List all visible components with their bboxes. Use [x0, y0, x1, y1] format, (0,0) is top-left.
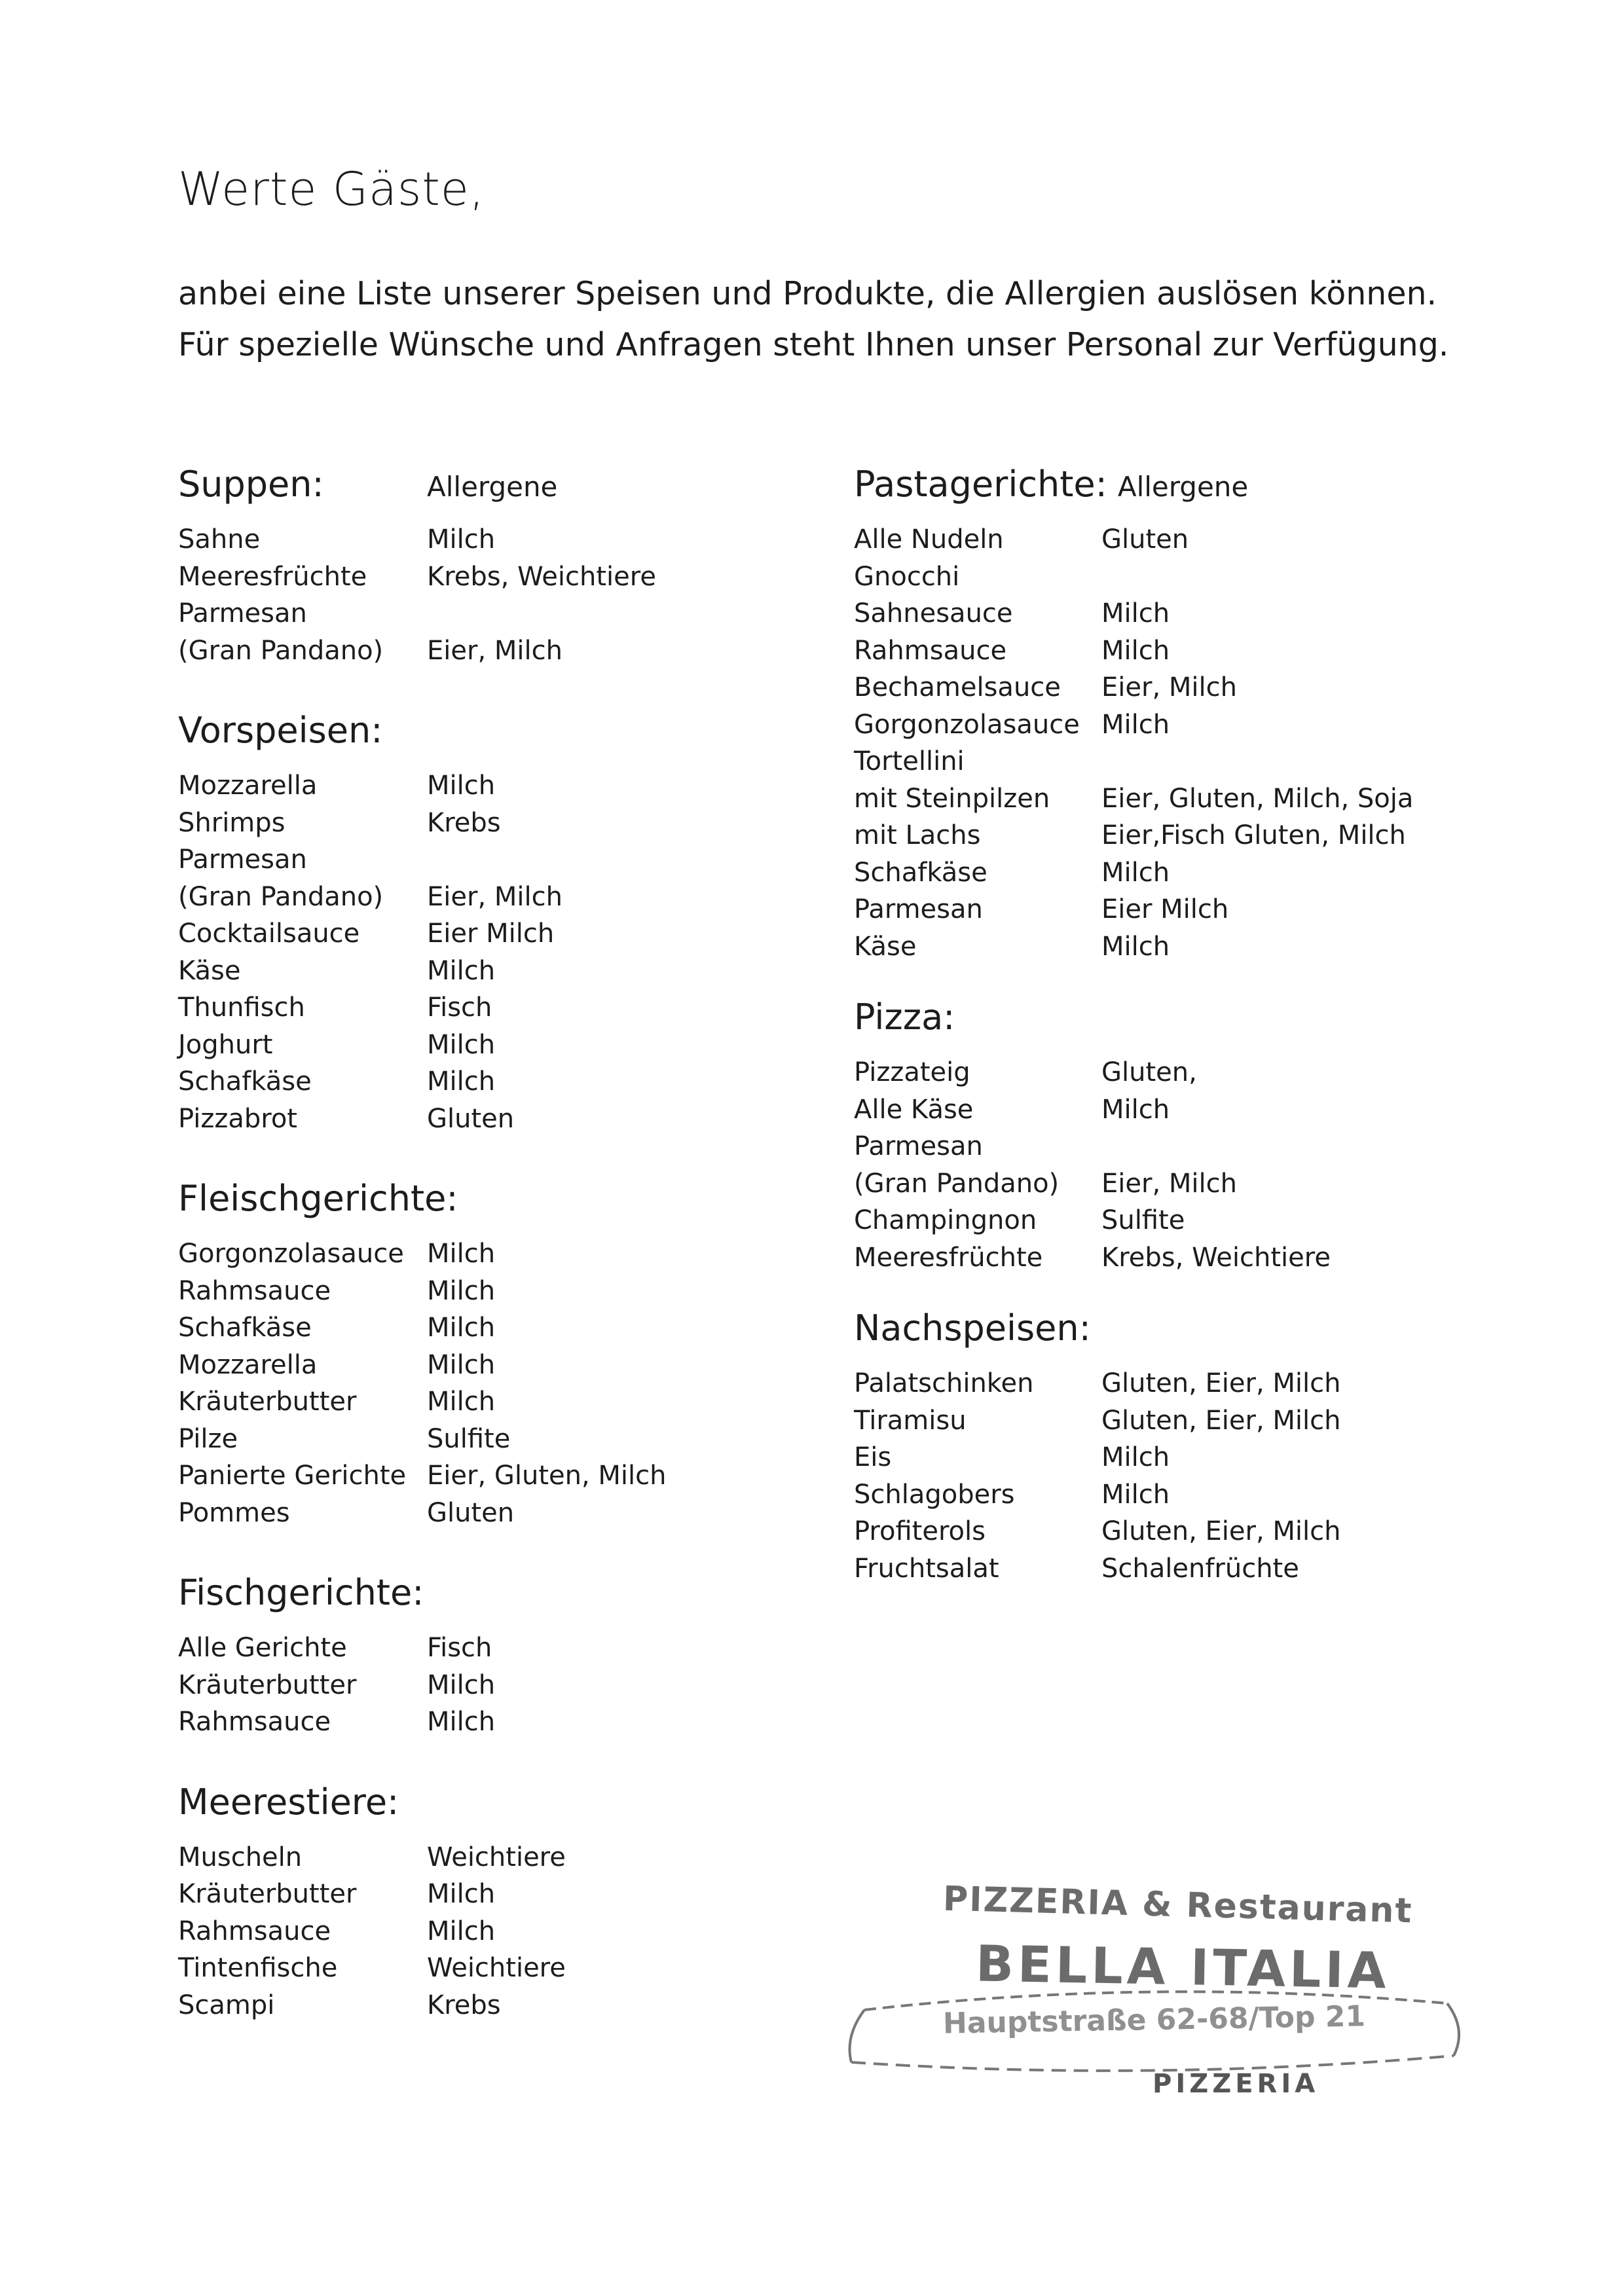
allergen-list: Krebs [427, 807, 501, 838]
allergen-list: Eier, Milch [427, 635, 563, 666]
menu-item-row [178, 1950, 833, 1987]
dish-name: Sahne [178, 524, 261, 555]
menu-section [178, 1173, 833, 1531]
dish-name: mit Steinpilzen [854, 783, 1050, 814]
menu-item-row [854, 1239, 1541, 1277]
menu-item-row [178, 1235, 833, 1273]
allergen-list: Sulfite [1101, 1205, 1185, 1236]
menu-item-row [178, 989, 833, 1027]
menu-item-row [178, 1273, 833, 1310]
allergen-list: Gluten, Eier, Milch [1101, 1516, 1341, 1547]
section-spacer [178, 669, 833, 704]
allergen-list: Milch [1101, 857, 1170, 888]
menu-item-row [178, 805, 833, 842]
menu-section [854, 991, 1541, 1276]
allergen-list: Gluten, Eier, Milch [1101, 1405, 1341, 1436]
section-header [178, 1776, 833, 1839]
section-header [854, 991, 1541, 1054]
menu-item-row [178, 1101, 833, 1138]
dish-name: Tortellini [854, 746, 965, 777]
menu-item-row [854, 706, 1541, 744]
allergen-list: Milch [1101, 1479, 1170, 1510]
dish-name: Schafkäse [178, 1066, 312, 1097]
menu-section [178, 704, 833, 1137]
stamp-line-2: BELLA ITALIA [975, 1934, 1391, 2000]
menu-item-row [854, 1165, 1541, 1203]
allergen-list: Milch [1101, 635, 1170, 666]
menu-item-row [854, 1054, 1541, 1091]
allergen-list: Milch [427, 1879, 496, 1910]
section-header [854, 458, 1541, 521]
section-spacer [178, 1137, 833, 1173]
menu-section [178, 1567, 833, 1741]
intro-line-1: anbei eine Liste unserer Speisen und Produkte, die Allergien auslösen können. [178, 275, 1437, 312]
menu-item-row [178, 1839, 833, 1876]
dish-name: Cocktailsauce [178, 919, 360, 949]
allergen-list: Milch [427, 1239, 496, 1269]
menu-item-row [178, 1383, 833, 1421]
dish-name: (Gran Pandano) [178, 881, 384, 912]
allergen-list: Milch [427, 955, 496, 986]
menu-item-row [854, 632, 1541, 670]
menu-item-row [854, 743, 1541, 780]
dish-name: Tintenfische [178, 1953, 338, 1984]
dish-name: Mozzarella [178, 1349, 318, 1380]
menu-item-row [178, 1063, 833, 1101]
menu-item-row [178, 1704, 833, 1741]
menu-item-row [854, 1128, 1541, 1165]
section-header [178, 458, 833, 521]
menu-item-row [178, 521, 833, 558]
allergen-list: Krebs, Weichtiere [1101, 1242, 1331, 1273]
greeting-heading: Werte Gäste, [178, 162, 485, 216]
dish-name: Pommes [178, 1497, 290, 1528]
dish-name: Mozzarella [178, 771, 318, 801]
dish-name: Kräuterbutter [178, 1387, 357, 1417]
menu-item-row [178, 841, 833, 879]
section-spacer [854, 1276, 1541, 1302]
allergen-list: Milch [427, 524, 496, 555]
dish-name: Meeresfrüchte [178, 561, 367, 592]
section-header [178, 1567, 833, 1630]
allergen-list: Gluten, Eier, Milch [1101, 1368, 1341, 1399]
allergen-list: Milch [427, 1349, 496, 1380]
allergen-list: Weichtiere [427, 1953, 566, 1984]
allergen-list: Eier Milch [427, 919, 555, 949]
menu-section [854, 1302, 1541, 1587]
section-title: Pastagerichte: [854, 464, 1107, 505]
menu-item-row [178, 632, 833, 670]
menu-item-row [178, 1987, 833, 2024]
dish-name: Parmesan [178, 845, 307, 875]
allergen-list: Milch [1101, 598, 1170, 629]
allergen-list: Fisch [427, 1633, 492, 1664]
menu-item-row [178, 1309, 833, 1347]
menu-item-row [854, 558, 1541, 596]
menu-item-row [178, 915, 833, 953]
intro-line-2: Für spezielle Wünsche und Anfragen steht Ihnen unser Personal zur Verfügung. [178, 326, 1449, 363]
menu-item-row [178, 1630, 833, 1667]
allergen-list: Schalenfrüchte [1101, 1553, 1299, 1584]
dish-name: Champingnon [854, 1205, 1037, 1236]
section-header [854, 1302, 1541, 1365]
section-title: Fischgerichte: [178, 1572, 424, 1613]
dish-name: Palatschinken [854, 1368, 1034, 1399]
menu-item-row [178, 1667, 833, 1704]
menu-item-row [854, 1550, 1541, 1588]
menu-item-row [178, 767, 833, 805]
dish-name: Meeresfrüchte [854, 1242, 1043, 1273]
allergen-list: Sulfite [427, 1423, 511, 1454]
dish-name: Rahmsauce [854, 635, 1007, 666]
dish-name: Shrimps [178, 807, 286, 838]
menu-item-row [178, 1457, 833, 1495]
stamp-line-1: PIZZERIA & Restaurant [942, 1879, 1414, 1931]
dish-name: Gorgonzolasauce [854, 709, 1080, 740]
menu-item-row [178, 595, 833, 632]
menu-item-row [178, 953, 833, 990]
menu-item-row [854, 817, 1541, 854]
dish-name: Scampi [178, 1990, 275, 2020]
dish-name: Panierte Gerichte [178, 1461, 407, 1491]
menu-item-row [854, 521, 1541, 558]
dish-name: Gnocchi [854, 561, 960, 592]
menu-item-row [854, 1476, 1541, 1514]
menu-section [854, 458, 1541, 965]
dish-name: Pilze [178, 1423, 238, 1454]
allergen-list: Eier, Gluten, Milch [427, 1461, 667, 1491]
menu-item-row [854, 1091, 1541, 1129]
section-title: Nachspeisen: [854, 1307, 1091, 1349]
allergen-list: Fisch [427, 993, 492, 1023]
section-spacer [178, 1741, 833, 1776]
menu-item-row [854, 1202, 1541, 1239]
dish-name: Thunfisch [178, 993, 305, 1023]
menu-item-row [854, 780, 1541, 818]
section-spacer [178, 1531, 833, 1567]
allergen-list: Weichtiere [427, 1842, 566, 1872]
menu-item-row [854, 669, 1541, 706]
allergen-list: Milch [427, 1669, 496, 1700]
intro-text [178, 268, 1514, 371]
allergen-list: Milch [427, 1275, 496, 1306]
right-column [854, 458, 1541, 1587]
restaurant-stamp [845, 1872, 1467, 2121]
menu-item-row [178, 1027, 833, 1064]
allergen-list: Milch [1101, 1442, 1170, 1473]
dish-name: Rahmsauce [178, 1707, 331, 1738]
section-header [178, 1173, 833, 1235]
menu-item-row [178, 1421, 833, 1458]
left-column [178, 458, 833, 2024]
allergen-list: Krebs [427, 1990, 501, 2020]
allergen-list: Milch [427, 1313, 496, 1343]
menu-section [178, 458, 833, 669]
allergen-list: Krebs, Weichtiere [427, 561, 656, 592]
allergen-list: Gluten [1101, 524, 1189, 555]
menu-item-row [178, 879, 833, 916]
allergen-list: Milch [427, 1387, 496, 1417]
allergen-list: Milch [427, 771, 496, 801]
menu-item-row [854, 1365, 1541, 1402]
allergen-column-header: Allergene [427, 471, 558, 503]
allergen-column-header: Allergene [1117, 471, 1249, 503]
menu-item-row [178, 558, 833, 596]
allergen-list: Milch [1101, 931, 1170, 962]
dish-name: Parmesan [178, 598, 307, 629]
dish-name: Alle Nudeln [854, 524, 1004, 555]
allergen-list: Milch [427, 1707, 496, 1738]
dish-name: Alle Gerichte [178, 1633, 347, 1664]
dish-name: Sahnesauce [854, 598, 1013, 629]
dish-name: Parmesan [854, 894, 983, 925]
menu-item-row [854, 891, 1541, 928]
dish-name: Rahmsauce [178, 1275, 331, 1306]
dish-name: Joghurt [178, 1029, 273, 1060]
menu-item-row [178, 1876, 833, 1913]
menu-item-row [854, 1513, 1541, 1550]
allergen-list: Gluten [427, 1103, 515, 1134]
dish-name: Alle Käse [854, 1094, 974, 1125]
dish-name: (Gran Pandano) [178, 635, 384, 666]
allergen-list: Eier,Fisch Gluten, Milch [1101, 820, 1406, 851]
allergen-list: Eier, Milch [1101, 672, 1237, 703]
dish-name: Schlagobers [854, 1479, 1015, 1510]
dish-name: Pizzateig [854, 1057, 970, 1088]
allergen-list: Milch [427, 1916, 496, 1946]
section-spacer [854, 965, 1541, 991]
section-title: Suppen: [178, 464, 324, 505]
section-title: Pizza: [854, 996, 955, 1038]
dish-name: Rahmsauce [178, 1916, 331, 1946]
menu-item-row [854, 1439, 1541, 1476]
dish-name: Bechamelsauce [854, 672, 1061, 703]
allergen-list: Eier Milch [1101, 894, 1229, 925]
section-title: Fleischgerichte: [178, 1178, 458, 1219]
menu-item-row [178, 1347, 833, 1384]
allergen-list: Eier, Milch [1101, 1168, 1237, 1199]
allergen-list: Milch [427, 1029, 496, 1060]
dish-name: Pizzabrot [178, 1103, 297, 1134]
stamp-line-4: PIZZERIA [1153, 2069, 1320, 2099]
menu-item-row [178, 1913, 833, 1950]
allergen-list: Gluten [427, 1497, 515, 1528]
dish-name: mit Lachs [854, 820, 981, 851]
section-title: Vorspeisen: [178, 710, 383, 751]
menu-item-row [854, 595, 1541, 632]
dish-name: Parmesan [854, 1131, 983, 1162]
allergen-list: Milch [427, 1066, 496, 1097]
allergen-list: Milch [1101, 709, 1170, 740]
menu-section [178, 1776, 833, 2024]
dish-name: Gorgonzolasauce [178, 1239, 404, 1269]
dish-name: (Gran Pandano) [854, 1168, 1060, 1199]
dish-name: Tiramisu [854, 1405, 967, 1436]
dish-name: Profiterols [854, 1516, 986, 1547]
dish-name: Käse [178, 955, 241, 986]
dish-name: Eis [854, 1442, 892, 1473]
dish-name: Kräuterbutter [178, 1879, 357, 1910]
allergen-list: Milch [1101, 1094, 1170, 1125]
dish-name: Muscheln [178, 1842, 303, 1872]
menu-item-row [854, 854, 1541, 892]
menu-item-row [854, 1402, 1541, 1440]
dish-name: Fruchtsalat [854, 1553, 999, 1584]
allergen-list: Eier, Gluten, Milch, Soja [1101, 783, 1414, 814]
stamp-line-3: Hauptstraße 62-68/Top 21 [942, 1999, 1366, 2041]
dish-name: Käse [854, 931, 917, 962]
allergen-list: Gluten, [1101, 1057, 1197, 1088]
menu-item-row [854, 928, 1541, 966]
allergen-list: Eier, Milch [427, 881, 563, 912]
dish-name: Schafkäse [178, 1313, 312, 1343]
dish-name: Kräuterbutter [178, 1669, 357, 1700]
dish-name: Schafkäse [854, 857, 987, 888]
section-title: Meerestiere: [178, 1781, 399, 1823]
section-header [178, 704, 833, 767]
menu-item-row [178, 1495, 833, 1532]
